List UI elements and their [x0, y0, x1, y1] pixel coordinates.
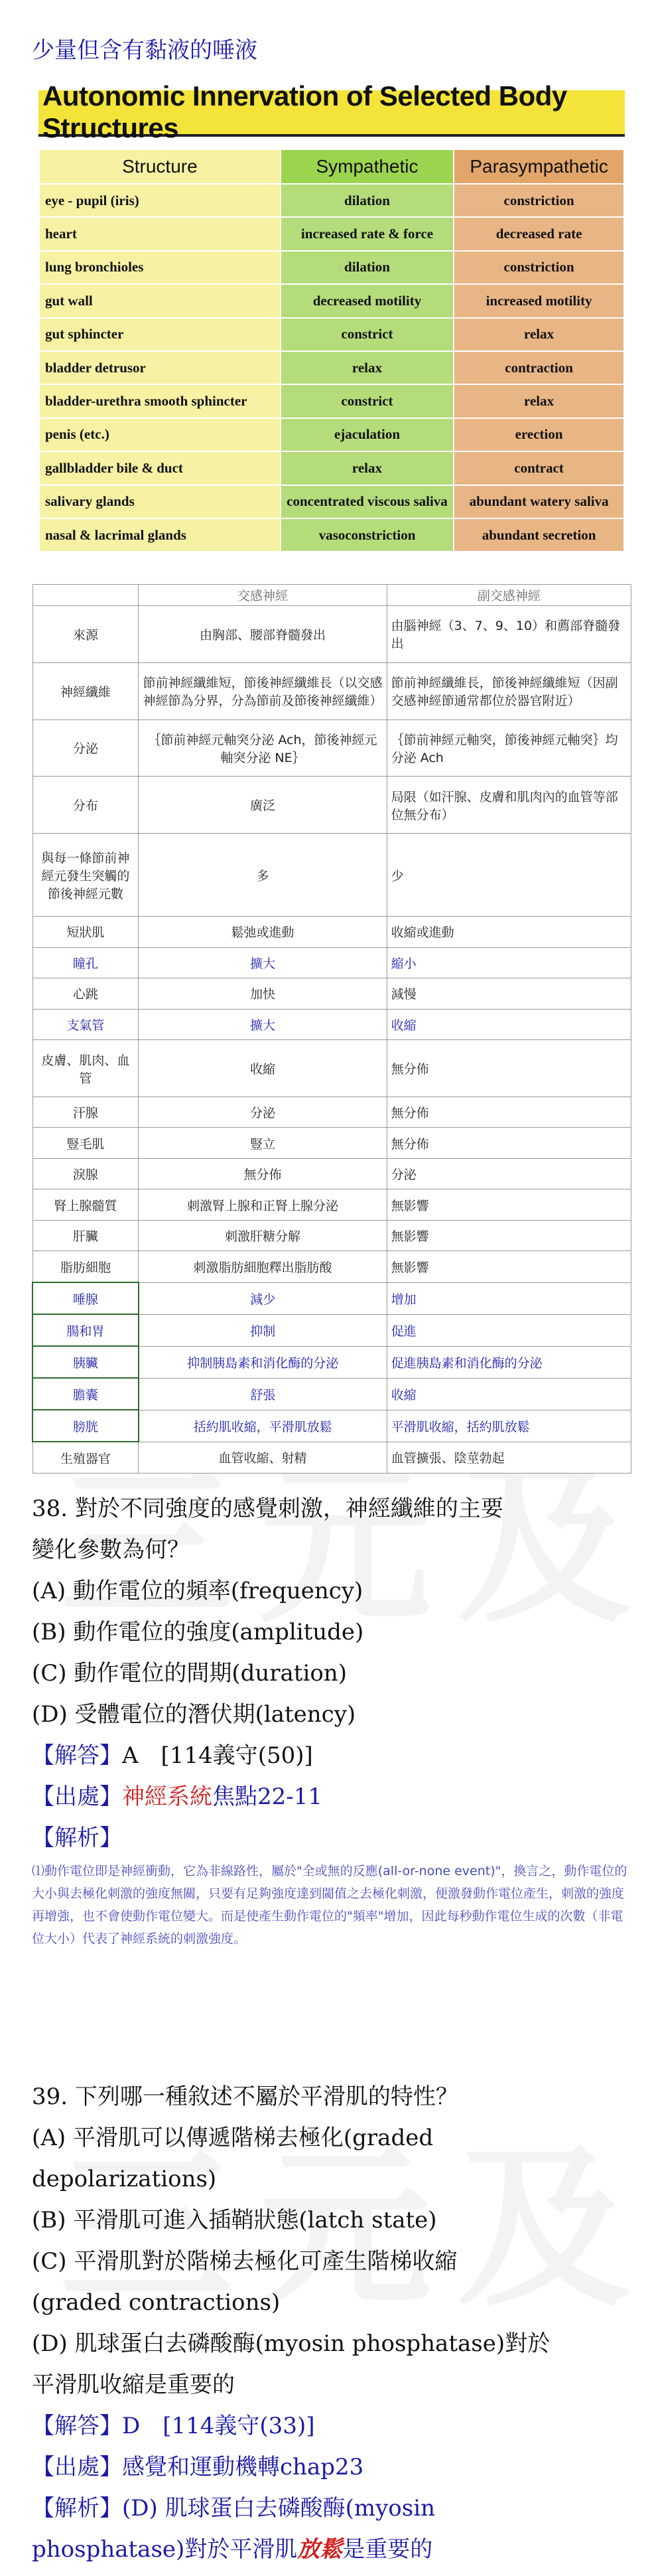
cell-parasympathetic: 促進 — [387, 1314, 631, 1346]
cell-parasympathetic: 無分佈 — [387, 1040, 631, 1097]
table-row — [39, 351, 624, 384]
source-value: 感覺和運動機轉chap23 — [122, 2454, 364, 2480]
cell-parasympathetic: 無影響 — [387, 1251, 631, 1282]
cell-sympathetic: ｛節前神經元軸突分泌 Ach，節後神經元軸突分泌 NE｝ — [139, 720, 387, 777]
q39-explanation-line2 — [32, 2529, 550, 2570]
cell-parasympathetic: 無分佈 — [387, 1128, 631, 1159]
cell-item: 腎上腺髓質 — [32, 1189, 139, 1221]
table-row — [39, 217, 624, 250]
table-row — [32, 978, 631, 1010]
cell-structure: lung bronchioles — [39, 251, 281, 284]
cell-sympathetic: decreased motility — [281, 284, 454, 317]
cell-item: 分布 — [32, 777, 139, 834]
autonomic-innervation-figure — [32, 80, 631, 543]
q38-source — [32, 1776, 503, 1817]
cell-parasympathetic: 無影響 — [387, 1220, 631, 1251]
cell-item: 支氣管 — [32, 1009, 139, 1040]
explain-label: 【解析】 — [32, 2495, 122, 2522]
cell-parasympathetic: 少 — [387, 834, 631, 917]
q38-option-b: (B) 動作電位的強度(amplitude) — [32, 1619, 364, 1645]
cell-parasympathetic: 血管擴張、陰莖勃起 — [387, 1442, 631, 1473]
cell-sympathetic: 刺激脂肪細胞釋出脂肪酸 — [139, 1251, 387, 1282]
table-row — [32, 917, 631, 948]
q38-stem-line2: 變化參數為何？ — [32, 1537, 190, 1563]
q39-option-a-line1: (A) 平滑肌可以傳遞階梯去極化(graded — [32, 2125, 434, 2151]
table-row — [32, 777, 631, 834]
cell-parasympathetic: 減慢 — [387, 978, 631, 1010]
cell-sympathetic: 擴大 — [139, 1009, 387, 1040]
cell-sympathetic: 多 — [139, 834, 387, 917]
cell-sympathetic: constrict — [281, 318, 454, 351]
cell-parasympathetic: 無分佈 — [387, 1097, 631, 1128]
cell-sympathetic: increased rate & force — [281, 217, 454, 250]
table-row — [32, 606, 631, 663]
table-row — [32, 1410, 631, 1442]
cell-item: 生殖器官 — [32, 1442, 139, 1473]
table-row — [32, 834, 631, 917]
cell-structure: gut wall — [39, 284, 281, 317]
cell-parasympathetic: 無影響 — [387, 1189, 631, 1221]
explain-text-a: phosphatase)對於平滑肌 — [32, 2536, 298, 2563]
table-row — [39, 318, 624, 351]
table-row — [39, 451, 624, 485]
cell-item: 膽囊 — [32, 1378, 139, 1410]
answer-label: 【解答】 — [32, 1742, 122, 1769]
figure-title: Autonomic Innervation of Selected Body Structures — [38, 90, 625, 137]
q39-option-b: (B) 平滑肌可進入插鞘狀態(latch state) — [32, 2207, 437, 2234]
table-row — [32, 1442, 631, 1473]
header-parasympathetic: Parasympathetic — [454, 149, 624, 184]
cell-parasympathetic: contraction — [454, 351, 624, 384]
cell-sympathetic: dilation — [281, 184, 454, 217]
cell-sympathetic: dilation — [281, 251, 454, 284]
cell-parasympathetic: abundant secretion — [454, 518, 624, 552]
comparison-header-blank — [32, 585, 139, 606]
cell-structure: gallbladder bile & duct — [39, 451, 281, 485]
table-row — [32, 1378, 631, 1410]
cell-sympathetic: 抑制胰島素和消化酶的分泌 — [139, 1346, 387, 1378]
cell-sympathetic: relax — [281, 451, 454, 485]
cell-item: 唾腺 — [32, 1282, 139, 1314]
table-row — [32, 720, 631, 777]
cell-sympathetic: 減少 — [139, 1282, 387, 1314]
header-sympathetic: Sympathetic — [281, 149, 454, 184]
sympathetic-parasympathetic-comparison-figure — [32, 584, 631, 1474]
cell-parasympathetic: increased motility — [454, 284, 624, 317]
cell-parasympathetic: 縮小 — [387, 947, 631, 978]
cell-sympathetic: 豎立 — [139, 1128, 387, 1159]
cell-parasympathetic: contract — [454, 451, 624, 485]
cell-parasympathetic: erection — [454, 418, 624, 451]
intro-line: 少量但含有黏液的唾液 — [32, 37, 257, 64]
cell-structure: bladder detrusor — [39, 351, 281, 384]
cell-structure: heart — [39, 217, 281, 250]
source-section: 焦點22-11 — [212, 1783, 323, 1810]
q38-option-d: (D) 受體電位的潛伏期(latency) — [32, 1701, 356, 1728]
cell-sympathetic: 舒張 — [139, 1378, 387, 1410]
table-row — [39, 418, 624, 451]
comparison-header-row — [32, 585, 631, 606]
cell-sympathetic: 刺激腎上腺和正腎上腺分泌 — [139, 1189, 387, 1221]
cell-item: 短狀肌 — [32, 917, 139, 948]
q39-answer — [32, 2405, 550, 2447]
cell-sympathetic: constrict — [281, 384, 454, 417]
table-row — [32, 947, 631, 978]
cell-parasympathetic: abundant watery saliva — [454, 485, 624, 518]
table-row — [32, 1220, 631, 1251]
table-row — [32, 1128, 631, 1159]
cell-sympathetic: vasoconstriction — [281, 518, 454, 552]
q39-source — [32, 2447, 550, 2488]
cell-structure: eye - pupil (iris) — [39, 184, 281, 217]
header-structure: Structure — [39, 149, 281, 184]
q38-stem-line1: 38. 對於不同強度的感覺刺激，神經纖維的主要 — [32, 1495, 503, 1522]
table-row — [32, 662, 631, 720]
cell-parasympathetic: decreased rate — [454, 217, 624, 250]
question-38 — [32, 1488, 503, 1858]
cell-item: 皮膚、肌肉、血管 — [32, 1040, 139, 1097]
q38-explanation-note: ⑴動作電位即是神經衝動，它為非線路性，屬於"全或無的反應(all-or-none event)"，換言之，動作電位的大小與去極化刺激的強度無關，只要有足夠強度達到閾值之去極化刺激，便激發動作電位產生，刺激的強度再增強，也不會使動作電位變大。而是使產生動作電位的"頻率"增加，因此每秒動作電位生成的次數（非電位大小）代表了神經系統的刺激強度。 — [32, 1864, 627, 1946]
source-label: 【出處】 — [32, 1783, 122, 1810]
table-row — [39, 284, 624, 317]
cell-sympathetic: 收縮 — [139, 1040, 387, 1097]
cell-parasympathetic: relax — [454, 384, 624, 417]
cell-item: 淚腺 — [32, 1158, 139, 1189]
cell-item: 豎毛肌 — [32, 1128, 139, 1159]
table-row — [39, 518, 624, 552]
cell-parasympathetic: 分泌 — [387, 1158, 631, 1189]
cell-sympathetic: 括約肌收縮，平滑肌放鬆 — [139, 1410, 387, 1442]
table-row — [32, 1251, 631, 1282]
comparison-table — [32, 584, 631, 1474]
answer-value: A [114義守(50)] — [122, 1742, 313, 1769]
explain-text-b: 是重要的 — [342, 2536, 433, 2563]
q39-option-a-line2: depolarizations) — [32, 2166, 217, 2192]
table-row — [39, 251, 624, 284]
cell-item: 膀胱 — [32, 1410, 139, 1442]
table-row — [39, 485, 624, 518]
explain-keyword: 放鬆 — [297, 2536, 343, 2563]
table-header-row — [39, 149, 624, 184]
cell-sympathetic: concentrated viscous saliva — [281, 485, 454, 518]
cell-sympathetic: 刺激肝糖分解 — [139, 1220, 387, 1251]
q38-explanation — [32, 1817, 503, 1858]
autonomic-table-body — [39, 184, 624, 552]
cell-item: 脂肪細胞 — [32, 1251, 139, 1282]
q38-option-c: (C) 動作電位的間期(duration) — [32, 1660, 347, 1687]
cell-item: 肝臟 — [32, 1220, 139, 1251]
cell-sympathetic: 節前神經纖維短，節後神經纖維長（以交感神經節為分界，分為節前及節後神經纖維） — [139, 662, 387, 720]
q38-option-a: (A) 動作電位的頻率(frequency) — [32, 1578, 363, 1604]
source-label: 【出處】 — [32, 2454, 122, 2480]
cell-structure: nasal & lacrimal glands — [39, 518, 281, 552]
table-row — [32, 1158, 631, 1189]
cell-parasympathetic: 收縮或進動 — [387, 917, 631, 948]
q39-option-c-line1: (C) 平滑肌對於階梯去極化可產生階梯收縮 — [32, 2248, 458, 2275]
cell-sympathetic: 鬆弛或進動 — [139, 917, 387, 948]
cell-parasympathetic: constriction — [454, 184, 624, 217]
cell-parasympathetic: 收縮 — [387, 1009, 631, 1040]
comparison-table-body — [32, 585, 631, 1474]
q39-option-d-line1: (D) 肌球蛋白去磷酸酶(myosin phosphatase)對於 — [32, 2330, 551, 2357]
cell-parasympathetic: 促進胰島素和消化酶的分泌 — [387, 1346, 631, 1378]
table-row — [39, 384, 624, 417]
explain-text: (D) 肌球蛋白去磷酸酶(myosin — [122, 2495, 435, 2522]
cell-sympathetic: 無分佈 — [139, 1158, 387, 1189]
cell-structure: salivary glands — [39, 485, 281, 518]
cell-structure: penis (etc.) — [39, 418, 281, 451]
cell-sympathetic: relax — [281, 351, 454, 384]
cell-parasympathetic: relax — [454, 318, 624, 351]
cell-parasympathetic: 節前神經纖維長，節後神經纖維短（因副交感神經節通常都位於器官附近） — [387, 662, 631, 720]
q39-explanation-line1 — [32, 2488, 550, 2529]
table-row — [32, 1040, 631, 1097]
table-row — [32, 1189, 631, 1221]
table-row — [39, 184, 624, 217]
question-39 — [32, 2076, 550, 2570]
cell-item: 腸和胃 — [32, 1314, 139, 1346]
cell-sympathetic: 加快 — [139, 978, 387, 1010]
cell-sympathetic: 抑制 — [139, 1314, 387, 1346]
table-row — [32, 1282, 631, 1314]
cell-sympathetic: 擴大 — [139, 947, 387, 978]
cell-structure: gut sphincter — [39, 318, 281, 351]
comparison-header-sympathetic: 交感神經 — [139, 585, 387, 606]
cell-parasympathetic: ｛節前神經元軸突，節後神經元軸突｝均分泌 Ach — [387, 720, 631, 777]
comparison-header-parasympathetic: 副交感神經 — [387, 585, 631, 606]
cell-parasympathetic: 收縮 — [387, 1378, 631, 1410]
q39-stem: 39. 下列哪一種敘述不屬於平滑肌的特性？ — [32, 2084, 458, 2110]
q38-answer — [32, 1735, 503, 1776]
answer-value: D [114義守(33)] — [122, 2413, 315, 2439]
cell-item: 來源 — [32, 606, 139, 663]
table-row — [32, 1314, 631, 1346]
q39-option-d-line2: 平滑肌收縮是重要的 — [32, 2372, 235, 2398]
cell-parasympathetic: constriction — [454, 251, 624, 284]
table-row — [32, 1009, 631, 1040]
q39-option-c-line2: (graded contractions) — [32, 2289, 281, 2316]
explain-label: 【解析】 — [32, 1825, 122, 1851]
cell-sympathetic: ejaculation — [281, 418, 454, 451]
cell-item: 與每一條節前神經元發生突觸的節後神經元數 — [32, 834, 139, 917]
cell-parasympathetic: 局限（如汗腺、皮膚和肌肉內的血管等部位無分布） — [387, 777, 631, 834]
cell-item: 心跳 — [32, 978, 139, 1010]
cell-parasympathetic: 平滑肌收縮，括約肌放鬆 — [387, 1410, 631, 1442]
cell-item: 神經纖維 — [32, 662, 139, 720]
source-topic: 神經系統 — [122, 1783, 212, 1810]
answer-label: 【解答】 — [32, 2413, 122, 2439]
cell-item: 胰臟 — [32, 1346, 139, 1378]
cell-structure: bladder-urethra smooth sphincter — [39, 384, 281, 417]
cell-parasympathetic: 由腦神經（3、7、9、10）和薦部脊髓發出 — [387, 606, 631, 663]
cell-sympathetic: 由胸部、腰部脊髓發出 — [139, 606, 387, 663]
cell-sympathetic: 血管收縮、射精 — [139, 1442, 387, 1473]
cell-item: 分泌 — [32, 720, 139, 777]
cell-sympathetic: 分泌 — [139, 1097, 387, 1128]
table-row — [32, 1346, 631, 1378]
table-row — [32, 1097, 631, 1128]
cell-sympathetic: 廣泛 — [139, 777, 387, 834]
autonomic-table — [38, 149, 625, 552]
cell-item: 汗腺 — [32, 1097, 139, 1128]
cell-parasympathetic: 增加 — [387, 1282, 631, 1314]
cell-item: 瞳孔 — [32, 947, 139, 978]
